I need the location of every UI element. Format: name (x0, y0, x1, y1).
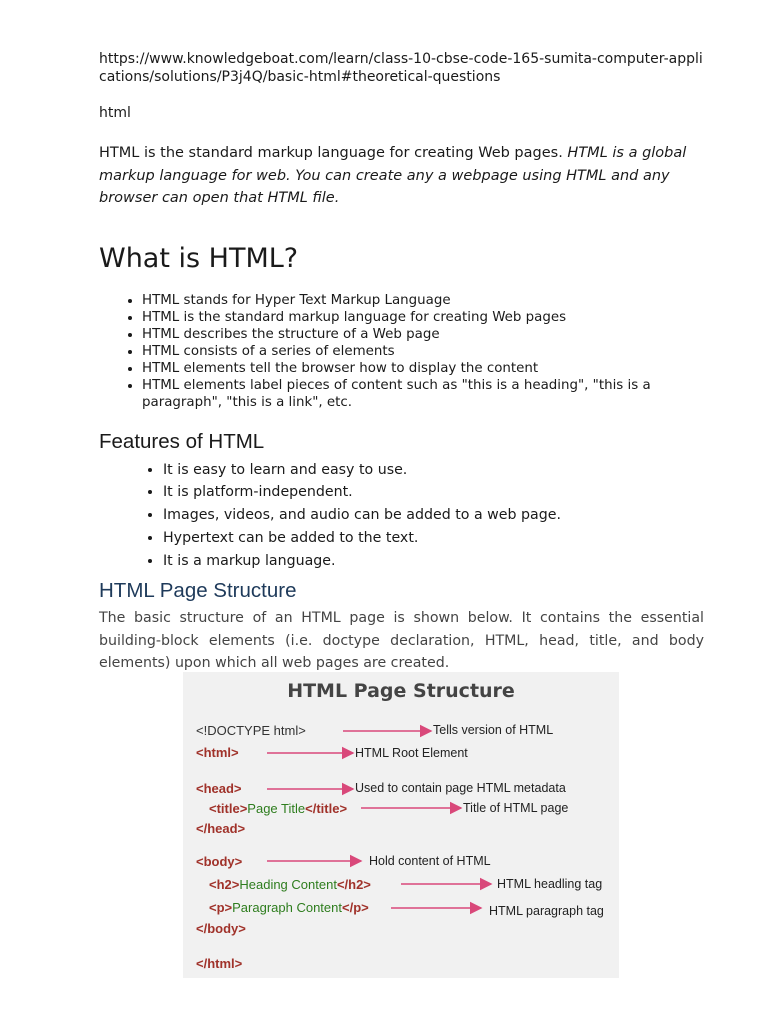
note-head: Used to contain page HTML metadata (355, 781, 566, 795)
note-body: Hold content of HTML (369, 854, 491, 868)
intro-italic: HTML is a global markup language for web. You can create any a webpage using HTML and any browser can open that HTML file. (99, 145, 687, 206)
tag-p-open: <p> (209, 900, 233, 915)
page-structure-heading: HTML Page Structure (99, 579, 297, 603)
features-list (99, 459, 704, 573)
note-doctype: Tells version of HTML (433, 723, 554, 737)
list-item: • Images, videos, and audio can be added to a web page. (163, 504, 704, 527)
code-head-close (196, 821, 245, 836)
intro-plain: HTML is the standard markup language for creating Web pages. (99, 145, 568, 161)
note-html: HTML Root Element (355, 746, 468, 760)
code-body-close (196, 921, 246, 936)
code-p-line (209, 900, 369, 915)
tag-h2-open: <h2> (209, 877, 240, 892)
code-title-line (209, 801, 347, 816)
note-h2: HTML headling tag (497, 877, 603, 891)
tag-h2-close: </h2> (336, 877, 371, 892)
html-structure-figure (183, 672, 619, 978)
h2-text: Heading Content (239, 877, 337, 892)
tag-html-open: <html> (196, 745, 239, 760)
tag-title-close: </title> (305, 801, 348, 816)
features-heading: Features of HTML (99, 429, 265, 453)
list-item: • It is easy to learn and easy to use. (163, 459, 704, 482)
figure-title: HTML Page Structure (287, 680, 515, 702)
title-text: Page Title (247, 801, 306, 816)
list-item: • HTML elements label pieces of content such as "this is a heading", "this is a paragraph", "this is a link", etc. (142, 377, 704, 411)
list-item: • Hypertext can be added to the text. (163, 527, 704, 550)
what-is-html-list (99, 292, 704, 411)
code-h2-line (209, 877, 371, 892)
p-text: Paragraph Content (232, 900, 342, 915)
code-doctype: <!DOCTYPE html> (196, 723, 306, 738)
list-item: • It is platform-independent. (163, 481, 704, 504)
document-page (99, 50, 704, 675)
note-title: Title of HTML page (463, 801, 569, 815)
list-item: • HTML describes the structure of a Web page (142, 326, 704, 343)
code-head-open (196, 781, 242, 796)
code-html-close (196, 956, 242, 971)
what-is-html-heading: What is HTML? (99, 242, 299, 274)
list-item: • HTML elements tell the browser how to display the content (142, 360, 704, 377)
code-html-open (196, 745, 239, 760)
tag-body-close: </body> (196, 921, 246, 936)
list-item: • HTML stands for Hyper Text Markup Language (142, 292, 704, 309)
intro-paragraph (99, 142, 704, 210)
page-structure-description: The basic structure of an HTML page is shown below. It contains the essential building-block elements (i.e. doctype declaration, HTML, head, title, and body elements) upon which all web pages are created. (99, 610, 704, 672)
tag-p-close: </p> (341, 900, 369, 915)
tag-title-open: <title> (209, 801, 248, 816)
list-item: • HTML consists of a series of elements (142, 343, 704, 360)
tag-html-close: </html> (196, 956, 243, 971)
note-p: HTML paragraph tag (489, 904, 604, 918)
source-url[interactable]: https://www.knowledgeboat.com/learn/class-10-cbse-code-165-sumita-computer-applications/solutions/P3j4Q/basic-html#theoretical-questions (99, 51, 703, 85)
arrows-layer (183, 672, 619, 978)
list-item: • It is a markup language. (163, 550, 704, 573)
tag-body-open: <body> (196, 854, 243, 869)
tag-head-close: </head> (196, 821, 246, 836)
code-body-open (196, 854, 242, 869)
list-item: • HTML is the standard markup language for creating Web pages (142, 309, 704, 326)
tag-head-open: <head> (196, 781, 242, 796)
keyword-line: html (99, 105, 131, 121)
